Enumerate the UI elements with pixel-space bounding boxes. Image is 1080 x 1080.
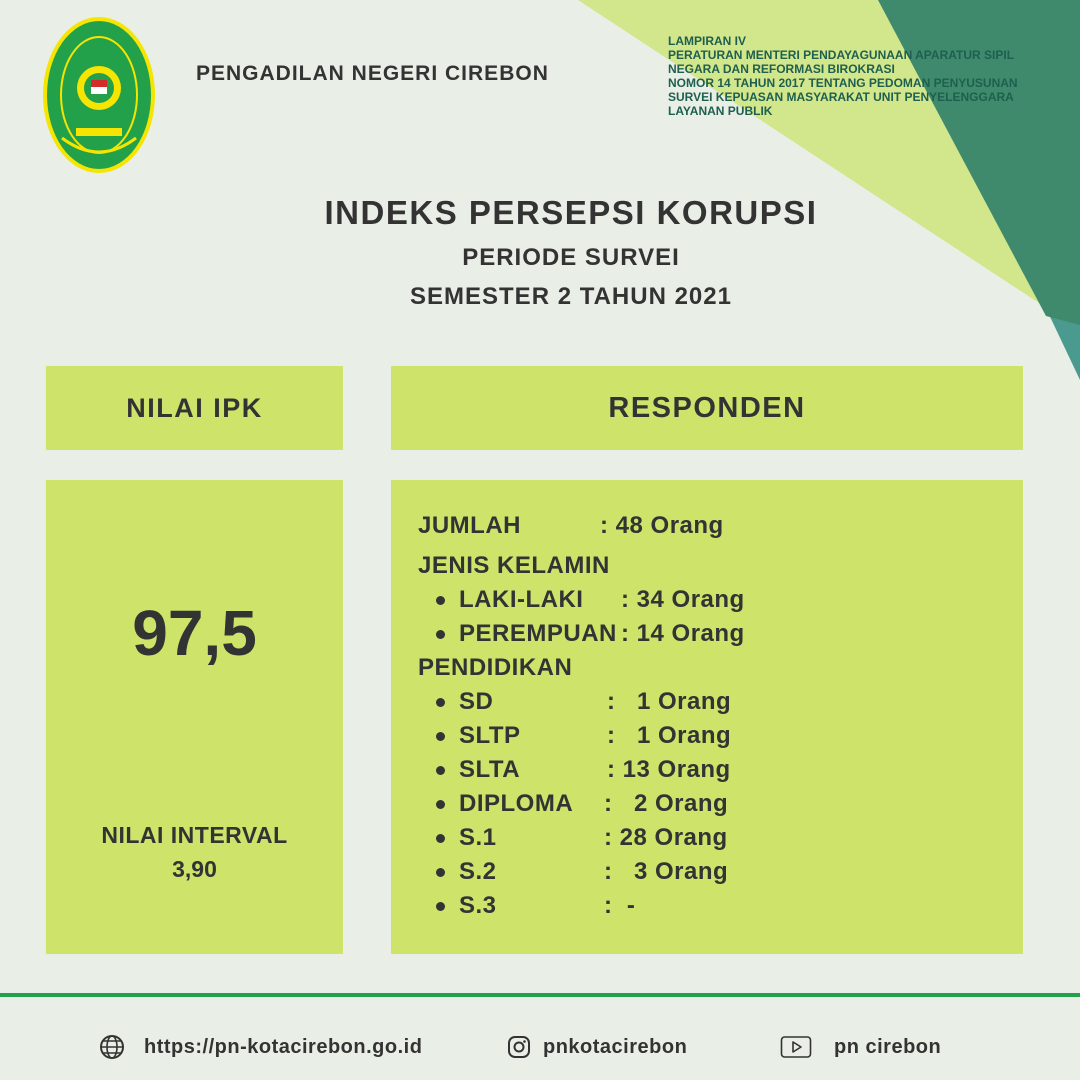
gender-item-label: LAKI-LAKI: [459, 586, 584, 613]
youtube-link[interactable]: [780, 1032, 941, 1062]
education-item-value: : 1 Orang: [607, 688, 732, 715]
lampiran-reference: [668, 34, 1068, 118]
education-item-value: : 2 Orang: [604, 790, 729, 817]
lampiran-line: LAYANAN PUBLIK: [668, 104, 773, 118]
education-item-value: : -: [604, 892, 636, 919]
instagram-handle[interactable]: pnkotacirebon: [543, 1035, 688, 1058]
education-item-label: DIPLOMA: [459, 790, 574, 817]
education-item-label: SLTA: [459, 756, 521, 783]
bullet-icon: [436, 766, 445, 775]
organization-name: PENGADILAN NEGERI CIREBON: [196, 62, 549, 85]
education-item-label: S.3: [459, 892, 497, 919]
survey-period-value: SEMESTER 2 TAHUN 2021: [410, 283, 732, 310]
lampiran-line: NEGARA DAN REFORMASI BIROKRASI: [668, 62, 895, 76]
bullet-icon: [436, 630, 445, 639]
instagram-link[interactable]: [507, 1032, 687, 1062]
bullet-icon: [436, 902, 445, 911]
jenis-kelamin-label: JENIS KELAMIN: [418, 552, 610, 579]
education-item-label: SD: [459, 688, 494, 715]
lampiran-line: SURVEI KEPUASAN MASYARAKAT UNIT PENYELENGGARA: [668, 90, 1014, 104]
website-link[interactable]: [98, 1032, 422, 1062]
jumlah-value: : 48 Orang: [600, 512, 724, 539]
ipk-header: NILAI IPK: [46, 366, 343, 450]
instagram-icon: [507, 1035, 531, 1059]
lampiran-line: PERATURAN MENTERI PENDAYAGUNAAN APARATUR SIPIL: [668, 48, 1015, 62]
survey-period-label: PERIODE SURVEI: [462, 244, 680, 271]
education-item-label: S.2: [459, 858, 497, 885]
education-item-label: S.1: [459, 824, 497, 851]
jumlah-label: JUMLAH: [418, 512, 521, 539]
responden-header: RESPONDEN: [391, 366, 1023, 450]
footer-divider: [0, 993, 1080, 997]
bullet-icon: [436, 868, 445, 877]
responden-panel: [391, 480, 1023, 954]
bullet-icon: [436, 732, 445, 741]
bullet-icon: [436, 834, 445, 843]
globe-icon: [98, 1033, 126, 1061]
education-item-value: : 13 Orang: [607, 756, 731, 783]
education-item-value: : 3 Orang: [604, 858, 729, 885]
website-url[interactable]: https://pn-kotacirebon.go.id: [144, 1035, 423, 1058]
education-item-value: : 1 Orang: [607, 722, 732, 749]
gender-item-label: PEREMPUAN: [459, 620, 617, 647]
interval-label: NILAI INTERVAL: [101, 822, 288, 848]
bullet-icon: [436, 800, 445, 809]
bullet-icon: [436, 596, 445, 605]
lampiran-line: LAMPIRAN IV: [668, 34, 746, 48]
main-title: INDEKS PERSEPSI KORUPSI: [324, 194, 818, 231]
ipk-panel: [46, 480, 343, 954]
bullet-icon: [436, 698, 445, 707]
pendidikan-label: PENDIDIKAN: [418, 654, 573, 681]
youtube-icon: [780, 1035, 812, 1059]
interval-value: 3,90: [172, 856, 217, 882]
education-item-value: : 28 Orang: [604, 824, 728, 851]
court-logo: [42, 16, 156, 174]
education-item-label: SLTP: [459, 722, 521, 749]
gender-item-value: : 34 Orang: [621, 586, 745, 613]
ipk-value: 97,5: [132, 597, 257, 669]
youtube-channel[interactable]: pn cirebon: [834, 1035, 942, 1058]
lampiran-line: NOMOR 14 TAHUN 2017 TENTANG PEDOMAN PENYUSUNAN: [668, 76, 1018, 90]
gender-item-value: : 14 Orang: [621, 620, 745, 647]
